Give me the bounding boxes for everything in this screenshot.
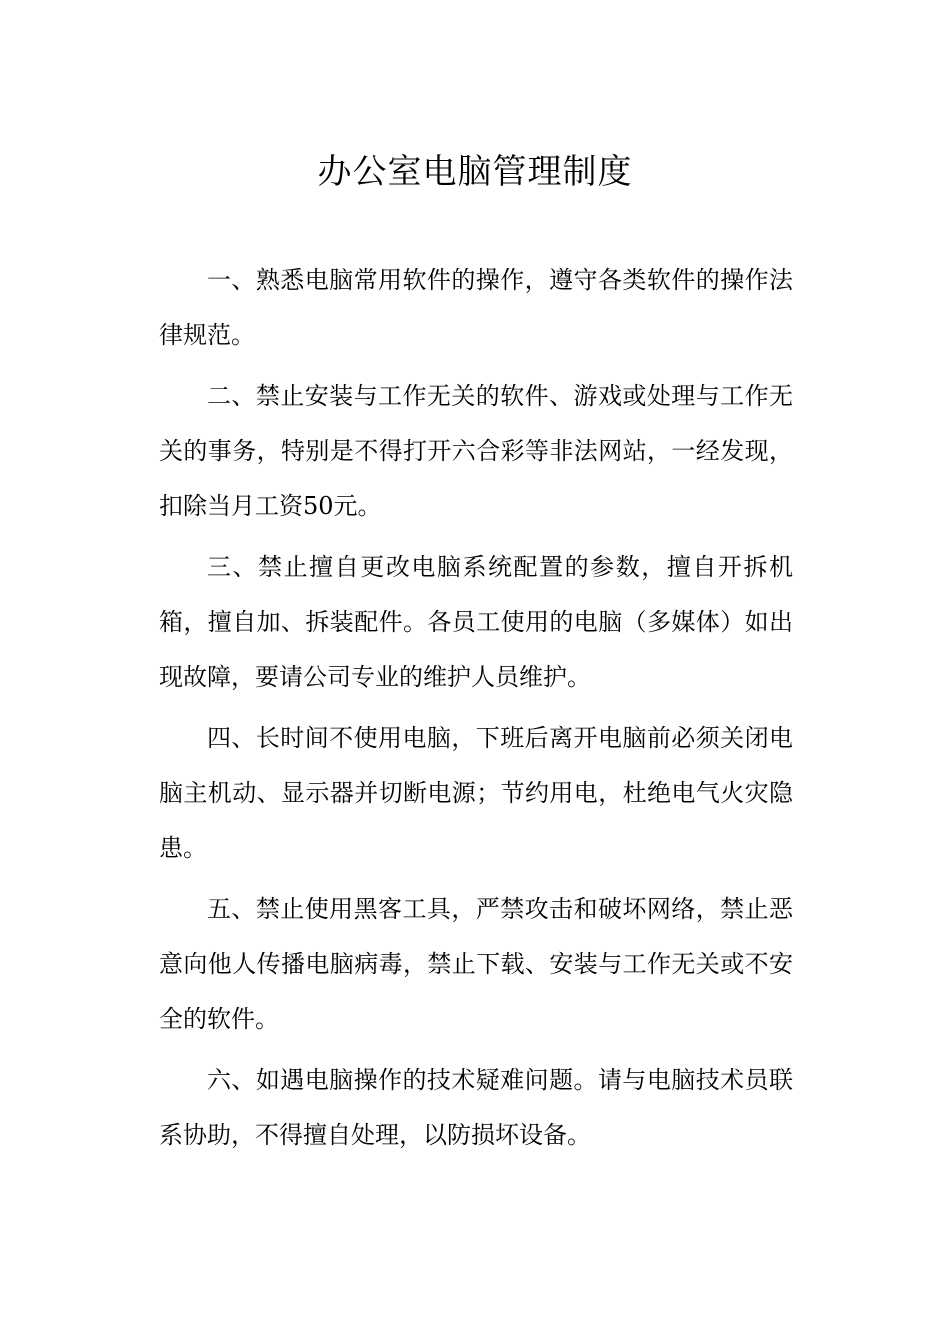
- paragraph-5: 五、禁止使用黑客工具，严禁攻击和破坏网络，禁止恶意向他人传播电脑病毒，禁止下载、安装与工作无关或不安全的软件。: [159, 895, 793, 1033]
- paragraph-3: 三、禁止擅自更改电脑系统配置的参数，擅自开拆机箱，擅自加、拆装配件。各员工使用的电脑（多媒体）如出现故障，要请公司专业的维护人员维护。: [159, 553, 793, 691]
- paragraph-1: 一、熟悉电脑常用软件的操作，遵守各类软件的操作法律规范。: [159, 266, 793, 349]
- page-title: 办公室电脑管理制度: [317, 152, 633, 192]
- paragraph-4: 四、长时间不使用电脑，下班后离开电脑前必须关闭电脑主机动、显示器并切断电源；节约用电，杜绝电气火灾隐患。: [159, 724, 793, 862]
- paragraph-6: 六、如遇电脑操作的技术疑难问题。请与电脑技术员联系协助，不得擅自处理，以防损坏设备。: [159, 1066, 793, 1149]
- paragraph-2: 二、禁止安装与工作无关的软件、游戏或处理与工作无关的事务，特别是不得打开六合彩等非法网站，一经发现，扣除当月工资50元。: [159, 382, 793, 520]
- document-body: [159, 253, 793, 1163]
